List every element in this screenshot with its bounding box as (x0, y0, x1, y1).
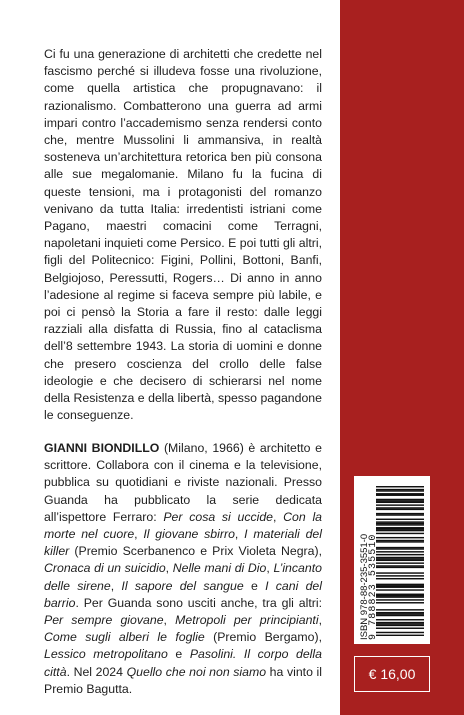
barcode-bar (376, 623, 424, 624)
barcode-bar (376, 622, 424, 623)
barcode-bar (376, 619, 424, 620)
synopsis-text: Ci fu una generazione di architetti che credette nel fascismo perché si illudeva fosse una rivoluzione, come quella artistica che propugnavano: il razionalismo. Combatterono una guerra ad armi impari contro l’accademismo senza rendersi conto che, mentre Mussolini li ammansiva, in realtà sosteneva un’architettura retorica ben più consona alle sue megalomanie. Milano fu la fucina di queste tensioni, ma i protagonisti del romanzo venivano da tutta Italia: irredentisti istriani come Pagano, maestri comacini come Terragni, napoletani inquieti come Persico. E poi tutti gli altri, figli del Politecnico: Figini, Pollini, Bottoni, Banfi, Belgiojoso, Peressutti, Rogers… Di anno in anno l’adesione al regime si faceva sempre più labile, e poi ci pensò la Storia a fare il resto: dalle leggi razziali alla disfatta di Russia, fino al cataclisma dell’8 settembre 1943. La storia di uomini e donne che presero coscienza del crollo delle false ideologie e che decisero di schierarsi nel nome della Resistenza e della libertà, spesso pagandone le conseguenze. (44, 47, 322, 423)
barcode-bar (376, 560, 424, 561)
book-title: L’incanto delle sirene (44, 561, 322, 593)
barcode-bar (376, 575, 424, 576)
book-title: Come sugli alberi le foglie (44, 630, 205, 645)
barcode-bar (376, 504, 424, 505)
author-bio-text: GIANNI BIONDILLO (Milano, 1966) è architetto e scrittore. Collabora con il cinema e la televisione, pubblica su quotidiani e riviste nazionali. Presso Guanda ha pubblicato la serie dedicata all’ispettore Ferraro: Per cosa si uccide, Con la morte nel cuore, Il giovane sbirro, I materiali del killer (Premio Scerbanenco e Prix Violeta Negra), Cronaca di un suicidio, Nelle mani di Dio, L’incanto delle sirene, Il sapore del sangue e I cani del barrio. Per Guanda sono usciti anche, tra gli altri: Per sempre giovane, Metropoli per principianti, Come sugli alberi le foglie (Premio Bergamo), Lessico metropolitano e Pasolini. Il corpo della città. Nel 2024 Quello che noi non siamo ha vinto il Premio Bagutta. (44, 441, 323, 696)
barcode-bar (376, 507, 424, 508)
barcode-bar (376, 602, 424, 603)
book-title: I cani del barrio (44, 578, 322, 610)
barcode-bar (376, 609, 424, 610)
barcode-bar (376, 613, 424, 614)
barcode-bar (376, 572, 424, 573)
synopsis (44, 46, 322, 424)
book-title: Il sapore del sangue (121, 578, 244, 593)
author-bio (44, 440, 322, 698)
book-title: I materiali del killer (44, 527, 322, 559)
barcode-bar (376, 632, 424, 633)
barcode-bar (376, 589, 424, 590)
barcode-bar (376, 594, 424, 595)
barcode-bar (376, 530, 424, 531)
ean-digits: 9 788823 535510 (368, 533, 379, 640)
barcode-bar (376, 584, 424, 585)
barcode-bar (376, 494, 424, 495)
price-tag: € 16,00 (354, 656, 430, 692)
barcode-bar (376, 519, 424, 520)
book-title: Cronaca di un suicidio (44, 561, 166, 576)
barcode-bar (376, 548, 424, 549)
barcode-bar (376, 490, 424, 491)
book-title: Quello che noi non siamo (126, 664, 267, 679)
barcode-bar (376, 509, 424, 510)
book-title: Per sempre giovane (44, 613, 164, 628)
barcode-bar (376, 523, 424, 524)
barcode-bar (376, 527, 424, 528)
book-title: Per cosa si uccide (163, 509, 274, 524)
book-title: Nelle mani di Dio (172, 561, 267, 576)
barcode-bar (376, 513, 424, 514)
barcode-bar (376, 537, 424, 538)
barcode-bar (376, 547, 424, 548)
barcode-bar (376, 502, 424, 503)
barcode-bar (376, 599, 424, 600)
barcode-bar (376, 585, 424, 586)
barcode-bar (376, 586, 424, 587)
barcode-bar (376, 500, 424, 501)
barcode-bar (376, 558, 424, 559)
barcode-bar (376, 615, 424, 616)
barcode-bar (376, 562, 424, 563)
book-title: Il giovane sbirro (143, 527, 235, 542)
barcode-bar (376, 540, 424, 541)
barcode-bar (376, 596, 424, 597)
book-title: Pasolini. Il corpo della città (44, 647, 322, 679)
barcode-bar (376, 635, 424, 636)
barcode-bar (376, 557, 424, 558)
barcode-bar (376, 514, 424, 515)
barcode-bar (376, 628, 424, 629)
barcode-bar (376, 493, 424, 494)
barcode-bar (376, 533, 424, 534)
barcode-bar (376, 528, 424, 529)
barcode-bar (376, 499, 424, 500)
author-name: GIANNI BIONDILLO (44, 441, 160, 455)
barcode-bar (376, 612, 424, 613)
barcode-bar (376, 565, 424, 566)
ean-barcode (376, 486, 424, 636)
barcode-bar (376, 595, 424, 596)
barcode-bar (376, 524, 424, 525)
barcode-bar (376, 521, 424, 522)
barcode-bar (376, 486, 424, 487)
barcode-bar (376, 489, 424, 490)
barcode-bar (376, 625, 424, 626)
book-title: Con la morte nel cuore (44, 509, 323, 542)
book-title: Metropoli per principianti (175, 613, 319, 628)
barcode-bar (376, 554, 424, 555)
barcode-bar (376, 541, 424, 542)
barcode-bar (376, 551, 424, 552)
barcode-bar (376, 567, 424, 568)
isbn-label: ISBN 978-88-235-3551-0 (359, 533, 370, 640)
book-title: Lessico metropolitano (44, 647, 168, 662)
barcode-bar (376, 578, 424, 579)
